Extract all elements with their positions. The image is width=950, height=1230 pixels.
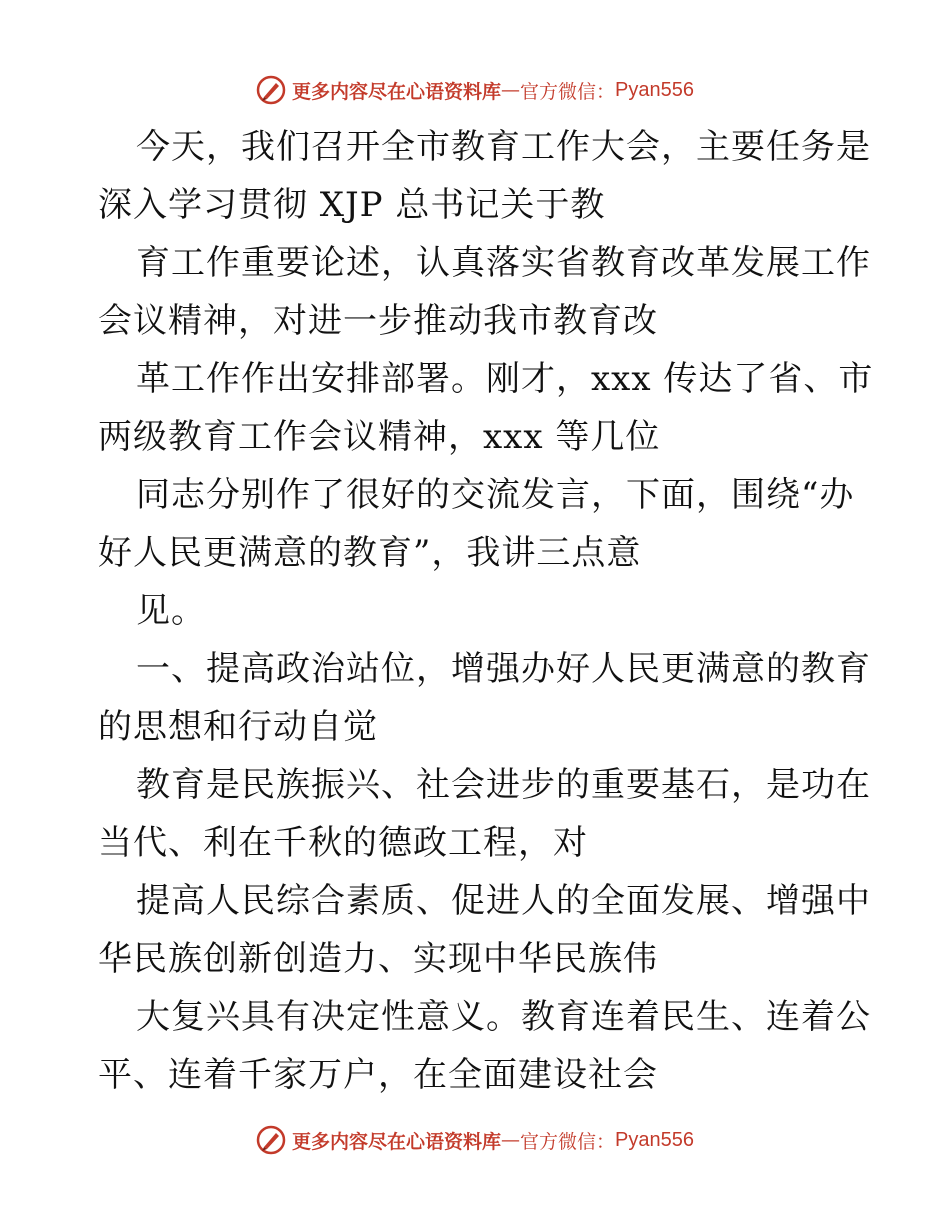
banner-separator: — [501,79,521,101]
banner-wechat-id: Pyan556 [615,1128,694,1151]
paragraph-line: 的思想和行动自觉 [98,707,378,747]
paragraph-line: 深入学习贯彻 XJP 总书记关于教 [98,185,606,225]
banner-wechat-id: Pyan556 [615,78,694,101]
banner-main-text: 更多内容尽在心语资料库 [292,80,502,103]
paragraph-line: 见。 [136,591,206,631]
banner-sub-text: 官方微信： [520,80,616,103]
paragraph [98,350,874,466]
paragraph-line: 平、连着千家万户，在全面建设社会 [98,1055,658,1095]
paragraph-line: 提高人民综合素质、促进人的全面发展、增强中 [136,881,871,921]
paragraph-line: 大复兴具有决定性意义。教育连着民生、连着公 [136,997,871,1037]
pen-logo-icon [256,75,286,105]
document-body [98,118,874,1104]
paragraph-line: 同志分别作了很好的交流发言，下面，围绕“办 [136,475,855,515]
paragraph [98,582,858,640]
paragraph-line: 今天，我们召开全市教育工作大会，主要任务是 [136,127,871,167]
paragraph-line: 一、提高政治站位，增强办好人民更满意的教育 [136,649,871,689]
paragraph [98,756,871,872]
paragraph-line: 两级教育工作会议精神，xxx 等几位 [98,417,661,457]
paragraph-line: 会议精神，对进一步推动我市教育改 [98,301,658,341]
section-heading [98,640,871,756]
paragraph-line: 育工作重要论述，认真落实省教育改革发展工作 [136,243,871,283]
paragraph-line: 当代、利在千秋的德政工程，对 [98,823,588,863]
paragraph [98,872,871,988]
paragraph [98,118,871,234]
pen-logo-icon [256,1125,286,1155]
paragraph [98,466,858,582]
paragraph-line: 革工作作出安排部署。刚才，xxx 传达了省、市 [136,359,874,399]
banner-sub-text: 官方微信： [520,1130,616,1153]
header-banner [0,70,950,110]
paragraph-line: 好人民更满意的教育”，我讲三点意 [98,533,642,573]
banner-separator: — [501,1129,521,1151]
paragraph [98,234,871,350]
paragraph-line: 教育是民族振兴、社会进步的重要基石，是功在 [136,765,871,805]
banner-main-text: 更多内容尽在心语资料库 [292,1130,502,1153]
footer-banner [0,1120,950,1160]
paragraph [98,988,871,1104]
paragraph-line: 华民族创新创造力、实现中华民族伟 [98,939,658,979]
